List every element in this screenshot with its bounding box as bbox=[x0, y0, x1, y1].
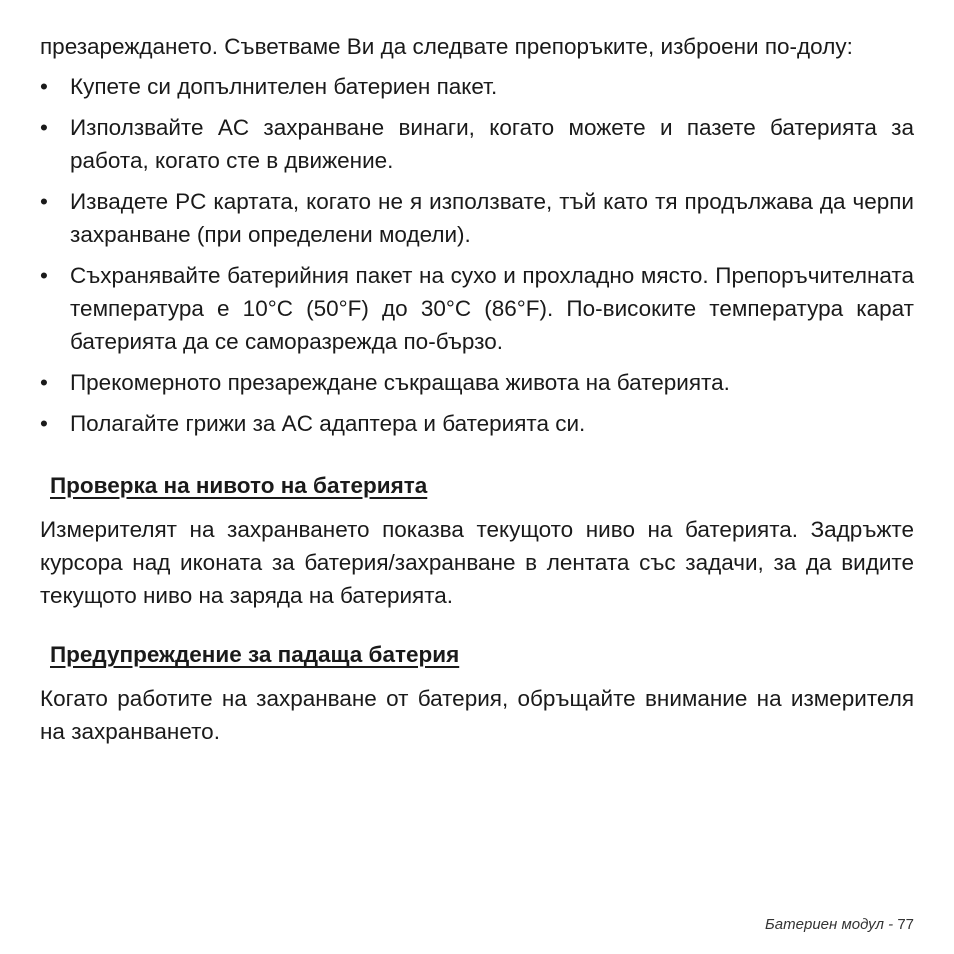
section-heading-battery-level: Проверка на нивото на батерията bbox=[50, 473, 428, 498]
bullet-glyph: • bbox=[40, 189, 48, 214]
page-number: 77 bbox=[897, 916, 914, 933]
low-battery-paragraph: Когато работите на захранване от батерия, обръщайте внимание на измерителя на захранването. bbox=[40, 686, 914, 744]
recommendations-list bbox=[40, 70, 914, 440]
list-item bbox=[40, 111, 914, 177]
list-item-text: Използвайте AC захранване винаги, когато можете и пазете батерията за работа, когато сте в движение. bbox=[70, 115, 914, 173]
bullet-glyph: • bbox=[40, 74, 48, 99]
list-item bbox=[40, 70, 914, 103]
list-item-text: Полагайте грижи за AC адаптера и батерията си. bbox=[70, 411, 586, 436]
bullet-glyph: • bbox=[40, 263, 48, 288]
battery-level-paragraph: Измерителят на захранването показва текущото ниво на батерията. Задръжте курсора над иконата за батерия/захранване в лентата със задачи, за да видите текущото ниво на заряда на батерията. bbox=[40, 517, 914, 608]
list-item-text: Купете си допълнителен батериен пакет. bbox=[70, 74, 498, 99]
bullet-glyph: • bbox=[40, 115, 48, 140]
intro-paragraph: презареждането. Съветваме Ви да следвате препоръките, изброени по-долу: bbox=[40, 34, 853, 59]
list-item bbox=[40, 185, 914, 251]
bullet-glyph: • bbox=[40, 411, 48, 436]
page-footer bbox=[765, 915, 914, 935]
list-item-text: Прекомерното презареждане съкращава живота на батерията. bbox=[70, 370, 730, 395]
list-item bbox=[40, 259, 914, 358]
list-item bbox=[40, 407, 914, 440]
list-item-text: Извадете PC картата, когато не я използвате, тъй като тя продължава да черпи захранване (при определени модели). bbox=[70, 189, 914, 247]
bullet-glyph: • bbox=[40, 370, 48, 395]
footer-chapter-label: Батериен модул - bbox=[765, 916, 894, 933]
section-heading-low-battery-warning: Предупреждение за падаща батерия bbox=[50, 642, 460, 667]
document-page bbox=[40, 30, 914, 753]
list-item-text: Съхранявайте батерийния пакет на сухо и прохладно място. Препоръчителната температура е 10°C (50°F) до 30°C (86°F). По-високите температура карат батерията да се саморазрежда по-бързо. bbox=[70, 263, 914, 354]
list-item bbox=[40, 366, 914, 399]
